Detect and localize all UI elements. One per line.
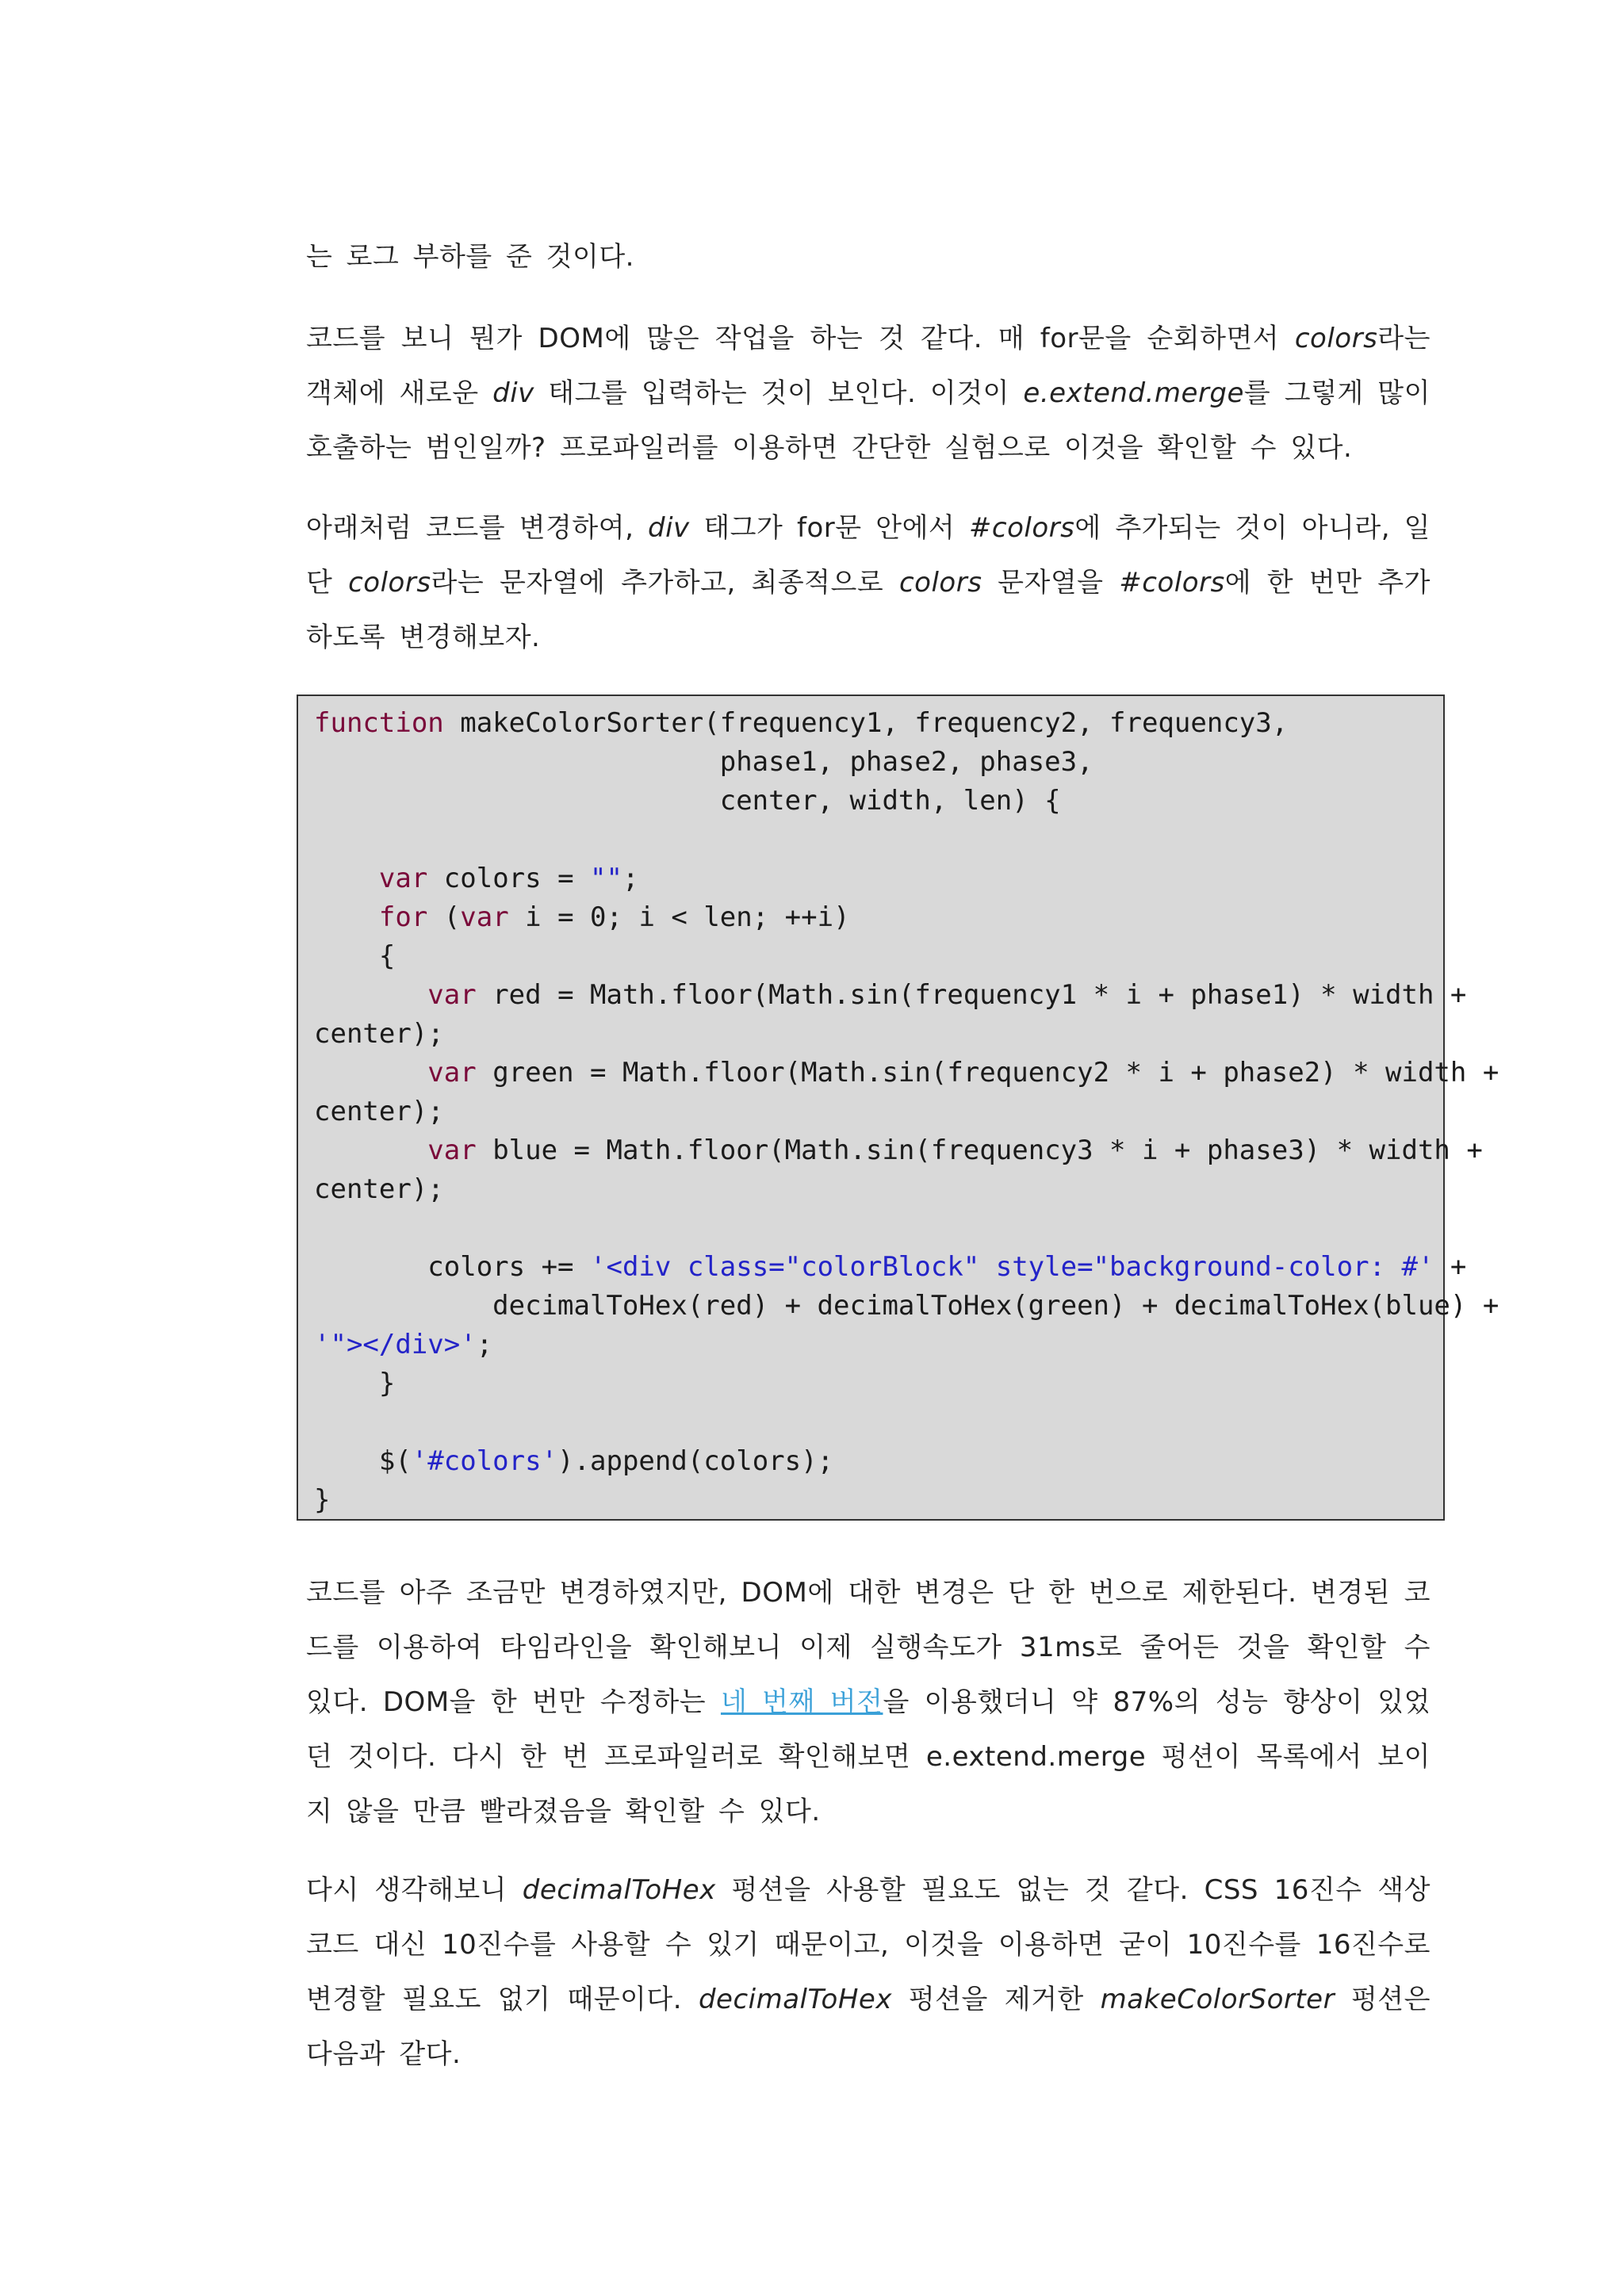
code-listing <box>314 704 1499 1520</box>
text-run: 펑션을 사용할 필요도 없는 것 같다. CSS 16진수 색상 코드 대신 10진수를 사용할 수 있기 때문이고, 이것을 이용하면 굳이 10진수를 16진수로 변경할 필요도 없기 때문이다. <box>306 1874 1431 2015</box>
paragraph-4 <box>306 1566 1431 1839</box>
code-line: red = Math.floor(Math.sin(frequency1 * i + phase1) * width + <box>476 979 1467 1011</box>
code-indent <box>314 979 427 1011</box>
text-run: 을 이용했더니 약 87%의 성능 향상이 있었던 것이다. 다시 한 번 프로파일러로 확인해보면 e.extend.merge 펑션이 목록에서 보이지 않을 만큼 빨라졌음을 확인할 수 있다. <box>306 1686 1431 1827</box>
text-run: 아래처럼 코드를 변경하여, <box>306 512 649 544</box>
code-string: '"></div>' <box>314 1329 477 1360</box>
text-run: 태그를 입력하는 것이 보인다. 이것이 <box>534 377 1024 409</box>
text-run: 를 그렇게 많이 호출하는 범인일까? 프로파일러를 이용하면 간단한 실험으로 이것을 확인할 수 있다. <box>306 377 1431 464</box>
code-line: center); <box>314 1018 444 1050</box>
code-line: decimalToHex(red) + decimalToHex(green) + decimalToHex(blue) + <box>314 1290 1500 1322</box>
code-keyword: var <box>460 901 509 933</box>
code-keyword: for <box>378 901 428 933</box>
code-keyword: var <box>427 979 477 1011</box>
code-line: blue = Math.floor(Math.sin(frequency3 * i + phase3) * width + <box>476 1135 1483 1166</box>
code-line: colors = <box>427 863 591 894</box>
code-term: #colors <box>968 512 1075 544</box>
code-keyword: var <box>427 1057 477 1089</box>
code-keyword: function <box>314 707 444 739</box>
text-run: 라는 문자열에 추가하고, 최종적으로 <box>431 567 899 599</box>
code-term: decimalToHex <box>698 1984 892 2015</box>
code-line: makeColorSorter(frequency1, frequency2, frequency3, <box>443 707 1289 739</box>
code-line: { <box>314 940 396 972</box>
code-keyword: var <box>378 863 428 894</box>
paragraph-2 <box>306 312 1431 476</box>
text-run: 문자열을 <box>982 567 1120 599</box>
code-line: ; <box>622 863 639 894</box>
fourth-version-link[interactable]: 네 번째 버전 <box>720 1686 883 1718</box>
code-indent <box>314 1057 427 1089</box>
code-term: colors <box>1294 323 1378 354</box>
code-line: ( <box>427 901 461 933</box>
code-line: ).append(colors); <box>557 1445 834 1477</box>
code-line: green = Math.floor(Math.sin(frequency2 * i + phase2) * width + <box>476 1057 1500 1089</box>
code-term: colors <box>348 567 431 599</box>
code-line: center, width, len) { <box>314 785 1061 817</box>
code-string: '<div class="colorBlock" style="background-color: #' <box>590 1251 1434 1283</box>
code-term: div <box>492 377 534 409</box>
code-indent <box>314 1135 427 1166</box>
code-line: center); <box>314 1096 444 1127</box>
text-run: 에 한 번만 추가하도록 변경해보자. <box>306 567 1431 653</box>
code-term: colors <box>898 567 982 599</box>
text-run: 펑션은 다음과 같다. <box>306 1984 1431 2070</box>
code-term: makeColorSorter <box>1100 1984 1335 2015</box>
text-run: 펑션을 제거한 <box>891 1984 1101 2015</box>
text-run: 라는 객체에 새로운 <box>306 323 1431 409</box>
code-keyword: var <box>427 1135 477 1166</box>
text-run: 코드를 보니 뭔가 DOM에 많은 작업을 하는 것 같다. 매 for문을 순회하면서 <box>306 323 1295 354</box>
text-run: 코드를 아주 조금만 변경하였지만, DOM에 대한 변경은 단 한 번으로 제한된다. 변경된 코드를 이용하여 타임라인을 확인해보니 이제 실행속도가 31ms로 줄어든 것을 확인할 수 있다. DOM을 한 번만 수정하는 <box>306 1577 1431 1718</box>
code-line: ; <box>476 1329 493 1360</box>
code-indent <box>314 863 379 894</box>
code-string: '#colors' <box>411 1445 558 1477</box>
code-indent <box>314 901 379 933</box>
code-term: e.extend.merge <box>1023 377 1244 409</box>
code-term: div <box>648 512 690 544</box>
code-term: decimalToHex <box>522 1874 716 1906</box>
code-line: $( <box>314 1445 412 1477</box>
text-run: 태그가 for문 안에서 <box>689 512 969 544</box>
code-line: phase1, phase2, phase3, <box>314 746 1094 778</box>
code-block <box>297 695 1500 1521</box>
code-term: #colors <box>1119 567 1225 599</box>
code-line: center); <box>314 1173 444 1205</box>
code-line: colors += <box>314 1251 590 1283</box>
paragraph-3 <box>306 501 1431 665</box>
paragraph-1-text: 는 로그 부하를 준 것이다. <box>306 241 634 273</box>
code-line: } <box>314 1368 396 1399</box>
text-run: 에 추가되는 것이 아니라, 일단 <box>306 512 1431 599</box>
code-line: } <box>314 1484 331 1516</box>
code-line: i = 0; i < len; ++i) <box>508 901 850 933</box>
code-string: "" <box>590 863 622 894</box>
text-run: 다시 생각해보니 <box>306 1874 523 1906</box>
code-line: + <box>1434 1251 1467 1283</box>
paragraph-5 <box>306 1863 1431 2082</box>
paragraph-1 <box>306 230 1431 285</box>
